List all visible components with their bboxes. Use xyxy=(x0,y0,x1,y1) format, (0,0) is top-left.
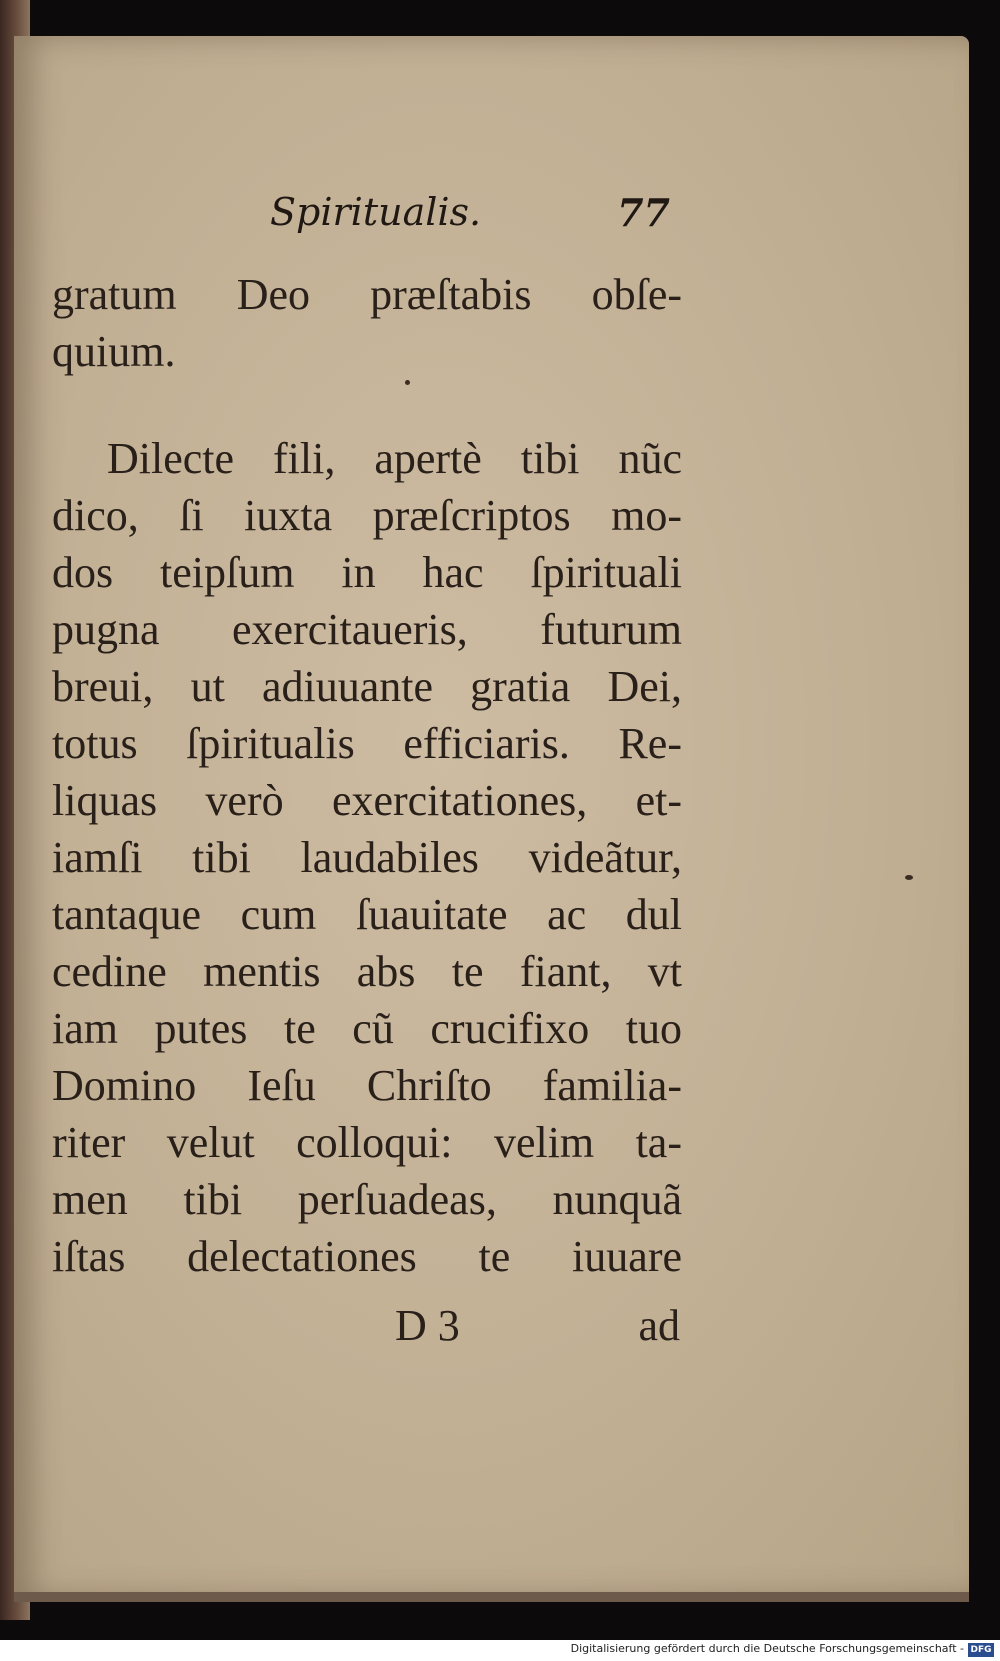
text-line: dico, ſi iuxta præſcriptos mo- xyxy=(52,491,682,540)
text-line: dos teipſum in hac ſpirituali xyxy=(52,548,682,597)
signature-line xyxy=(395,1300,680,1360)
body-text xyxy=(52,266,682,1285)
text-line: iſtas delectationes te iuuare xyxy=(52,1232,682,1281)
text-line: iamſi tibi laudabiles videãtur, xyxy=(52,833,682,882)
paragraph-gap xyxy=(52,380,682,430)
text-line: tantaque cum ſuauitate ac dul xyxy=(52,890,682,939)
credit-text: Digitalisierung gefördert durch die Deutsche Forschungsgemeinschaft - xyxy=(570,1642,964,1655)
dfg-logo: DFG xyxy=(968,1643,994,1657)
text-line: totus ſpiritualis efficiaris. Re- xyxy=(52,719,682,768)
signature-mark: D 3 xyxy=(395,1301,460,1350)
credit-bar xyxy=(0,1640,1000,1661)
ink-speck xyxy=(405,380,410,385)
page-number: 77 xyxy=(617,190,670,235)
text-line: riter velut colloqui: velim ta- xyxy=(52,1118,682,1167)
text-line: men tibi perſuadeas, nunquã xyxy=(52,1175,682,1224)
text-line: Dilecte fili, apertè tibi nũc xyxy=(107,434,682,483)
running-title: Spiritualis. xyxy=(270,190,482,234)
ink-speck xyxy=(905,875,913,880)
text-line: iam putes te cũ crucifixo tuo xyxy=(52,1004,682,1053)
running-head xyxy=(270,190,670,250)
text-line: gratum Deo præſtabis obſe- xyxy=(52,270,682,319)
text-line: pugna exercitaueris, futurum xyxy=(52,605,682,654)
text-line: Domino Ieſu Chriſto familia- xyxy=(52,1061,682,1110)
catchword: ad xyxy=(638,1301,680,1350)
page-edge xyxy=(14,1592,969,1602)
text-line: cedine mentis abs te fiant, vt xyxy=(52,947,682,996)
text-line: liquas verò exercitationes, et- xyxy=(52,776,682,825)
text-line: quium. xyxy=(52,327,176,376)
text-line: breui, ut adiuuante gratia Dei, xyxy=(52,662,682,711)
